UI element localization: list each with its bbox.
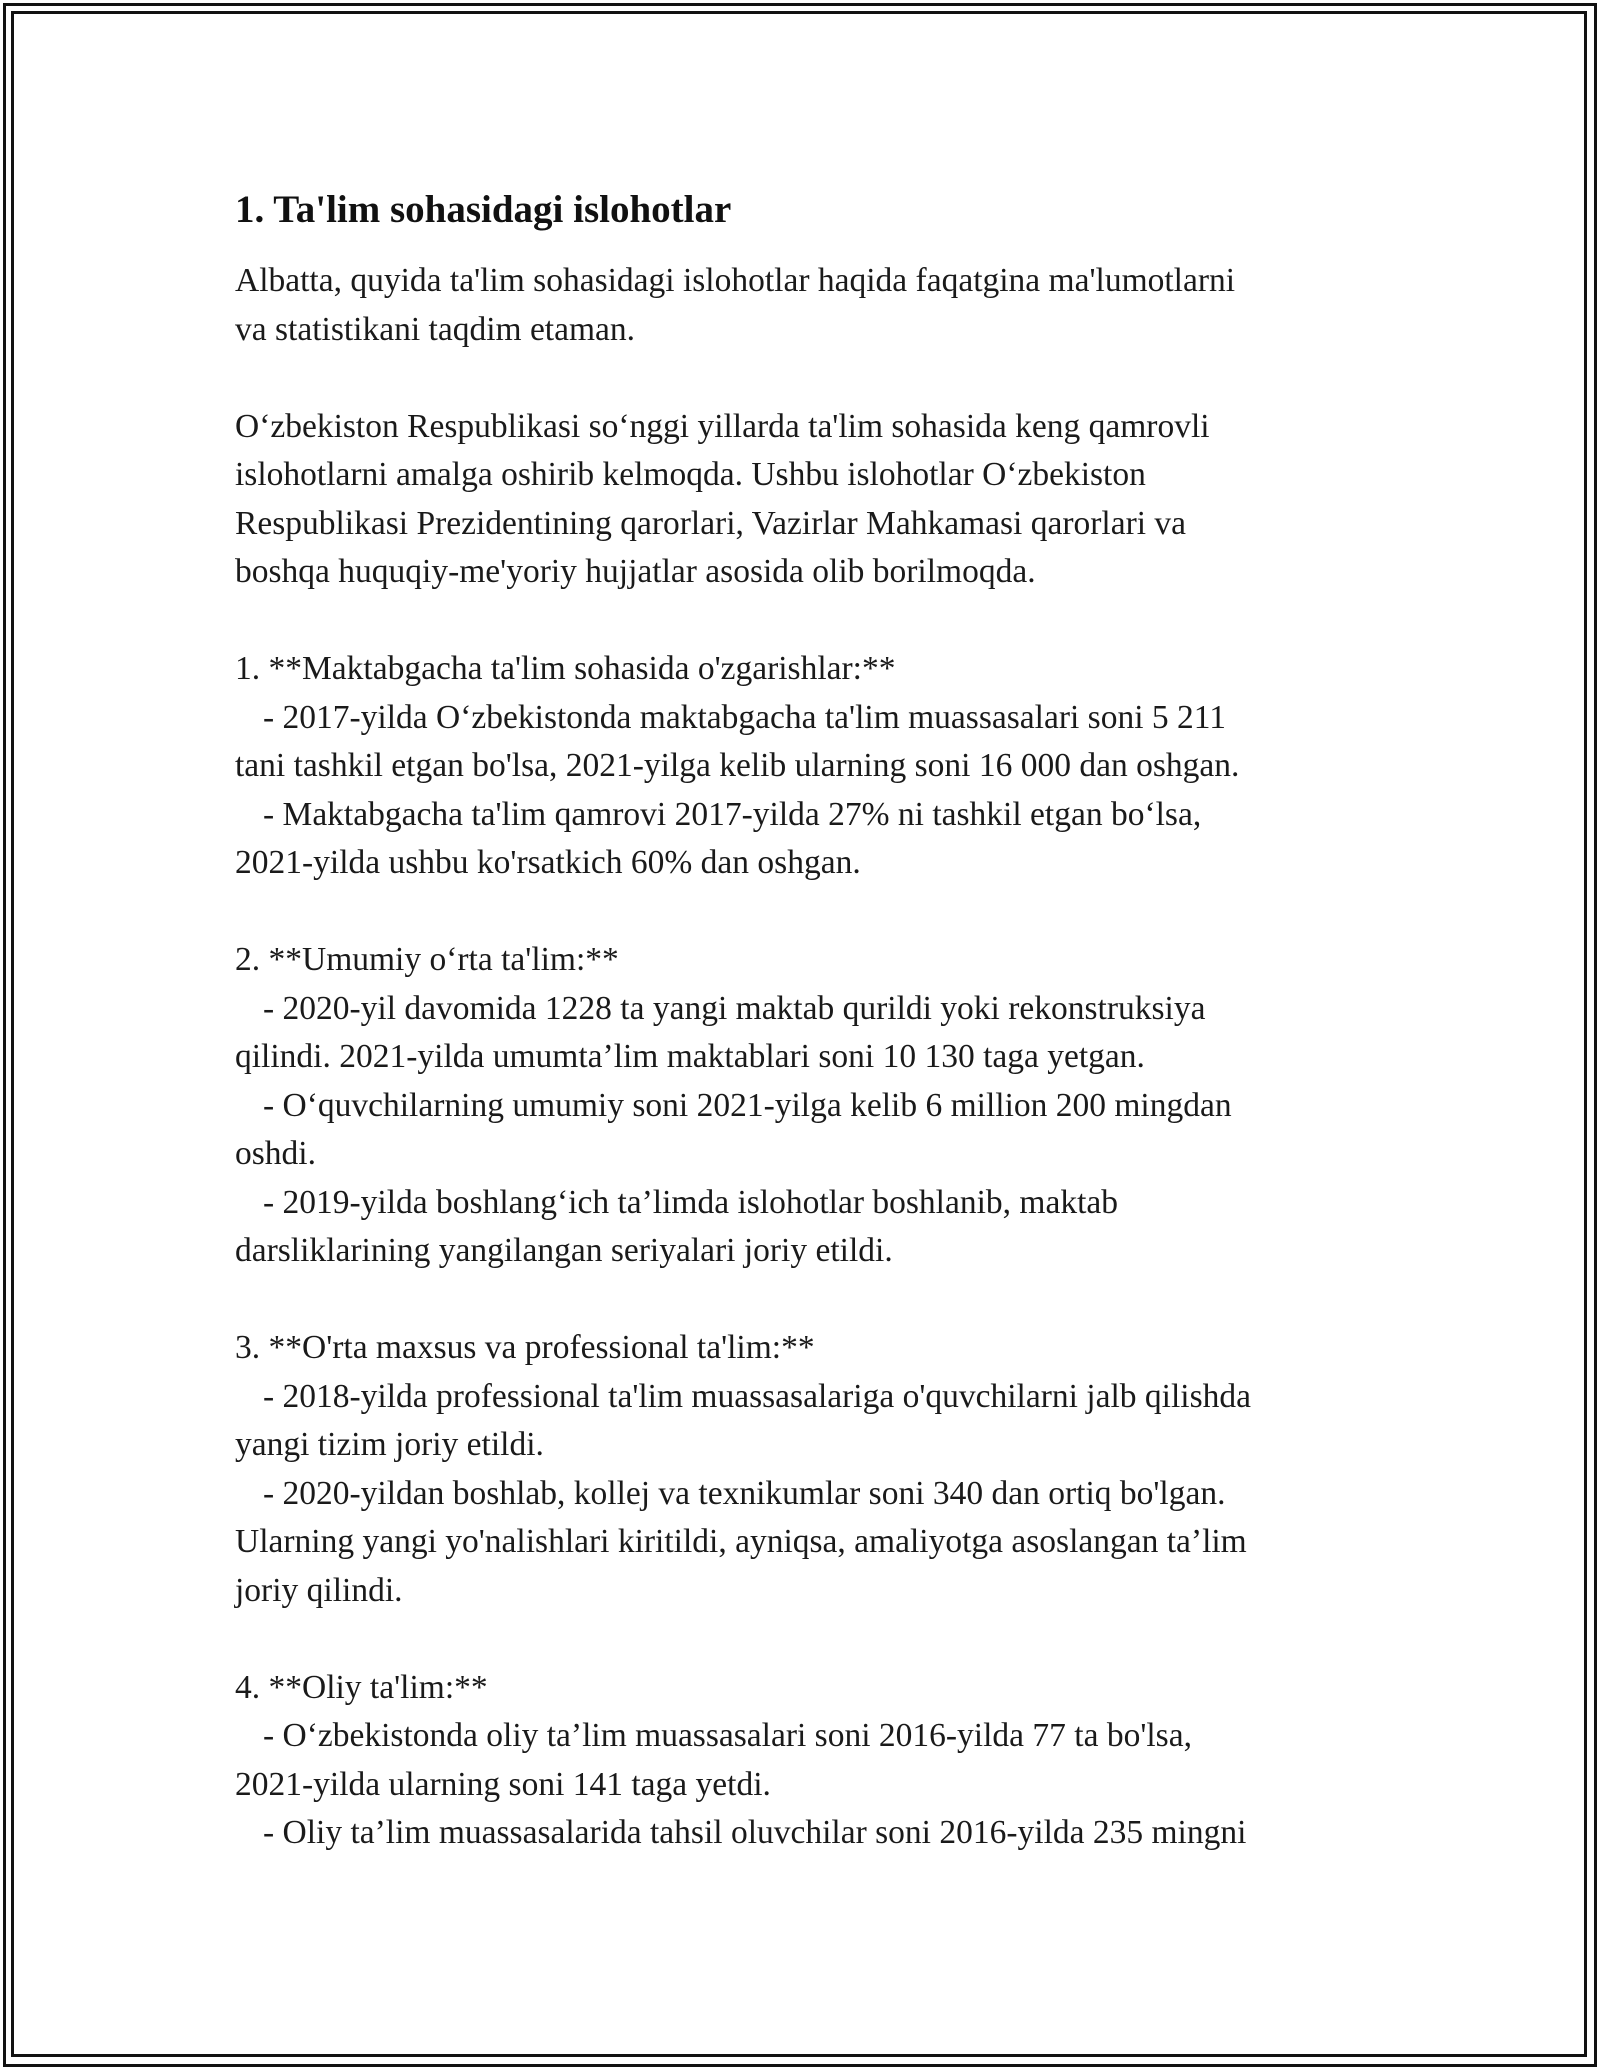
overview-line: Respublikasi Prezidentining qarorlari, Vazirlar Mahkamasi qarorlari va	[235, 504, 1187, 542]
bullet-item: - Oliy ta’lim muassasalarida tahsil oluvchilar soni 2016-yilda 235 mingni	[263, 1814, 1247, 1851]
bullet-continuation: darsliklarining yangilangan seriyalari joriy etildi.	[235, 1232, 893, 1269]
overview-line: islohotlarni amalga oshirib kelmoqda. Ushbu islohotlar O‘zbekiston	[235, 456, 1146, 493]
bullet-item: - 2017-yilda O‘zbekistonda maktabgacha ta'lim muassasalari soni 5 211	[263, 698, 1227, 736]
document-body	[235, 185, 1365, 1858]
section-heading: 4. **Oliy ta'lim:**	[235, 1668, 488, 1706]
section-general-secondary	[235, 936, 1365, 1276]
intro-line: Albatta, quyida ta'lim sohasidagi islohotlar haqida faqatgina ma'lumotlarni	[235, 262, 1236, 299]
bullet-continuation: tani tashkil etgan bo'lsa, 2021-yilga kelib ularning soni 16 000 dan oshgan.	[235, 747, 1240, 784]
bullet-item: - O‘zbekistonda oliy ta’lim muassasalari soni 2016-yilda 77 ta bo'lsa,	[263, 1717, 1192, 1754]
intro-paragraph	[235, 257, 1365, 354]
bullet-item: - 2020-yildan boshlab, kollej va texnikumlar soni 340 dan ortiq bo'lgan.	[263, 1474, 1226, 1512]
paragraph-gap	[235, 1276, 1365, 1325]
section-higher-education	[235, 1664, 1365, 1858]
bullet-item: - 2018-yilda professional ta'lim muassasalariga o'quvchilarni jalb qilishda	[263, 1377, 1251, 1415]
bullet-item: - 2020-yil davomida 1228 ta yangi maktab qurildi yoki rekonstruksiya	[263, 989, 1206, 1027]
bullet-continuation: oshdi.	[235, 1135, 316, 1172]
bullet-continuation: yangi tizim joriy etildi.	[235, 1426, 544, 1463]
bullet-continuation: qilindi. 2021-yilda umumta’lim maktablari soni 10 130 taga yetgan.	[235, 1038, 1145, 1075]
overview-line: boshqa huquqiy-me'yoriy hujjatlar asosida olib borilmoqda.	[235, 553, 1036, 590]
paragraph-gap	[235, 1615, 1365, 1664]
intro-line: va statistikani taqdim etaman.	[235, 310, 636, 348]
paragraph-gap	[235, 597, 1365, 646]
bullet-continuation: Ularning yangi yo'nalishlari kiritildi, ayniqsa, amaliyotga asoslangan ta’lim	[235, 1523, 1247, 1560]
bullet-continuation: joriy qilindi.	[235, 1571, 403, 1609]
bullet-continuation: 2021-yilda ularning soni 141 taga yetdi.	[235, 1765, 771, 1803]
bullet-item: - O‘quvchilarning umumiy soni 2021-yilga kelib 6 million 200 mingdan	[263, 1086, 1232, 1124]
section-vocational	[235, 1324, 1365, 1615]
section-heading: 1. **Maktabgacha ta'lim sohasida o'zgarishlar:**	[235, 650, 896, 687]
bullet-item: - Maktabgacha ta'lim qamrovi 2017-yilda 27% ni tashkil etgan bo‘lsa,	[263, 795, 1202, 833]
paragraph-gap	[235, 888, 1365, 937]
overview-paragraph	[235, 403, 1365, 597]
bullet-continuation: 2021-yilda ushbu ko'rsatkich 60% dan oshgan.	[235, 844, 861, 881]
document-title: 1. Ta'lim sohasidagi islohotlar	[235, 188, 732, 231]
overview-line: O‘zbekiston Respublikasi so‘nggi yillarda ta'lim sohasida keng qamrovli	[235, 407, 1210, 445]
section-heading: 3. **O'rta maxsus va professional ta'lim:**	[235, 1329, 815, 1366]
paragraph-gap	[235, 354, 1365, 403]
section-heading: 2. **Umumiy o‘rta ta'lim:**	[235, 941, 619, 978]
bullet-item: - 2019-yilda boshlang‘ich ta’limda islohotlar boshlanib, maktab	[263, 1183, 1119, 1221]
section-preschool	[235, 645, 1365, 888]
